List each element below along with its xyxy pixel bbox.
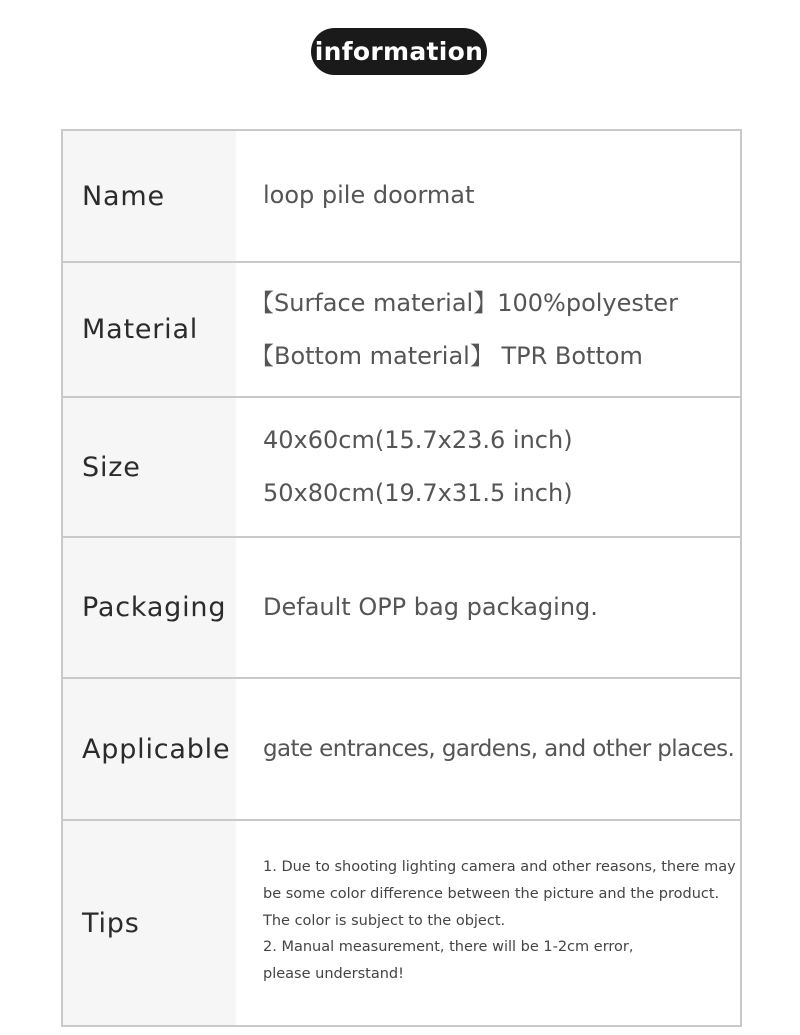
tips-line: The color is subject to the object. (263, 912, 506, 929)
spec-label-tips: Tips (63, 821, 236, 1025)
spec-value-line: 【Bottom material】 TPR Bottom (250, 341, 643, 370)
spec-label-packaging: Packaging (63, 538, 236, 677)
spec-value-line: 50x80cm(19.7x31.5 inch) (263, 479, 573, 507)
spec-row-name (63, 131, 740, 263)
tips-line: 2. Manual measurement, there will be 1-2cm error, (263, 939, 634, 956)
spec-label-applicable: Applicable (63, 679, 236, 819)
spec-label-size: Size (63, 398, 236, 536)
spec-row-packaging (63, 538, 740, 679)
spec-label-material: Material (63, 263, 236, 396)
spec-row-size (63, 398, 740, 538)
spec-value-line: Default OPP bag packaging. (263, 593, 598, 621)
spec-row-tips (63, 821, 740, 1025)
spec-row-applicable (63, 679, 740, 821)
spec-value-material (236, 263, 740, 396)
spec-value-line: 【Surface material】100%polyester (250, 288, 678, 317)
information-badge: information (311, 28, 487, 75)
spec-value-line: gate entrances, gardens, and other places. (263, 735, 735, 762)
spec-value-line: 40x60cm(15.7x23.6 inch) (263, 426, 573, 454)
tips-line: please understand! (263, 966, 404, 983)
spec-value-name (236, 131, 740, 261)
spec-value-size (236, 398, 740, 536)
spec-row-material (63, 263, 740, 398)
spec-value-packaging (236, 538, 740, 677)
product-spec-table (61, 129, 742, 1027)
tips-line: 1. Due to shooting lighting camera and other reasons, there may (263, 859, 736, 876)
spec-value-applicable (236, 679, 740, 819)
spec-value-line: loop pile doormat (263, 180, 475, 209)
spec-value-tips (236, 821, 740, 1025)
tips-line: be some color difference between the picture and the product. (263, 885, 720, 902)
spec-label-name: Name (63, 131, 236, 261)
